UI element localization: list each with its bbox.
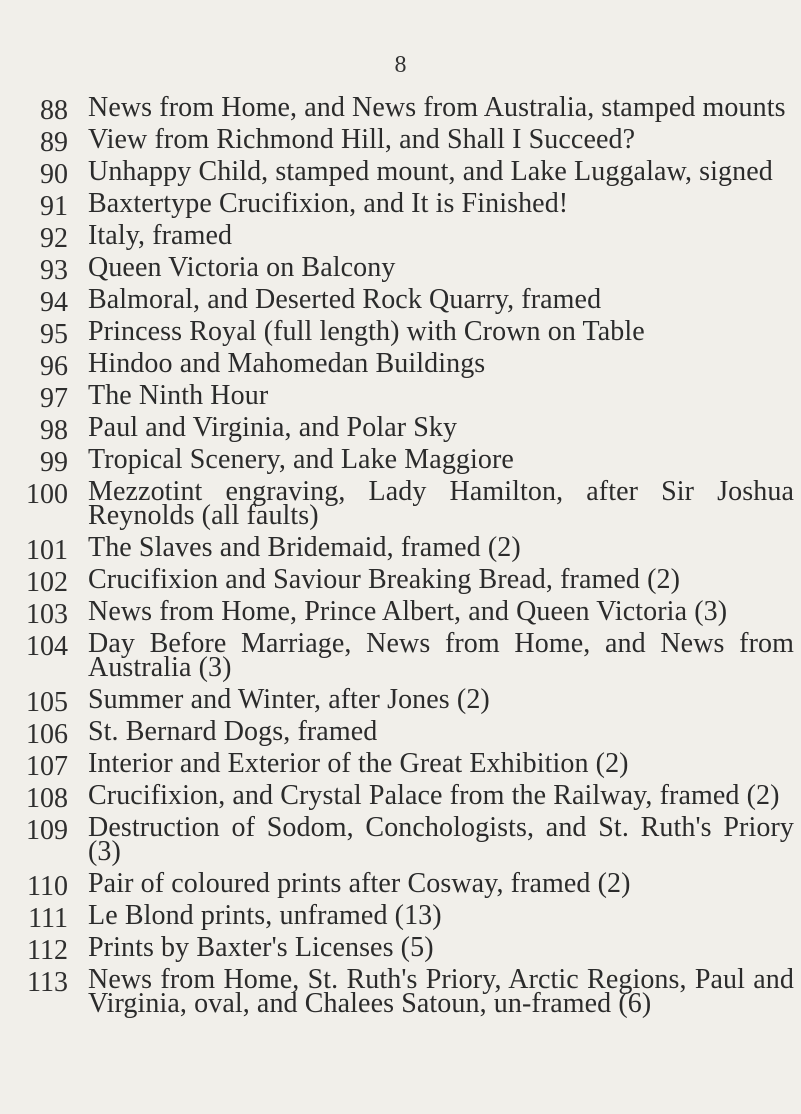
lot-number: 107 — [26, 751, 68, 782]
lot-description: Italy, framed — [88, 220, 233, 251]
page-number: 8 — [394, 52, 407, 78]
lot-number: 95 — [40, 319, 68, 350]
lot-number: 90 — [40, 159, 68, 190]
lot-number: 91 — [40, 191, 68, 222]
lot-number: 103 — [26, 599, 68, 630]
lot-description: Day Before Marriage, News from Home, and News from Australia (3) — [88, 628, 794, 683]
lot-description: Prints by Baxter's Licenses (5) — [88, 932, 434, 963]
lot-number: 98 — [40, 415, 68, 446]
lot-description: The Slaves and Bridemaid, framed (2) — [88, 532, 521, 563]
lot-description: Destruction of Sodom, Conchologists, and St. Ruth's Priory (3) — [88, 812, 794, 867]
lot-description: Paul and Virginia, and Polar Sky — [88, 412, 458, 443]
lot-number: 94 — [40, 287, 68, 318]
lot-description: Crucifixion and Saviour Breaking Bread, framed (2) — [88, 564, 681, 595]
lot-number: 102 — [26, 567, 68, 598]
lot-description: Pair of coloured prints after Cosway, framed (2) — [88, 868, 631, 899]
lot-description: Le Blond prints, unframed (13) — [88, 900, 442, 931]
lot-number: 112 — [27, 935, 68, 966]
lot-number: 113 — [27, 967, 68, 998]
lot-description: The Ninth Hour — [88, 380, 269, 411]
lot-description: Summer and Winter, after Jones (2) — [88, 684, 490, 715]
lot-number: 104 — [26, 631, 68, 662]
lot-description: View from Richmond Hill, and Shall I Succeed? — [88, 124, 636, 155]
lot-number: 106 — [26, 719, 68, 750]
lot-description: News from Home, Prince Albert, and Queen Victoria (3) — [88, 596, 728, 627]
lot-number: 108 — [26, 783, 68, 814]
lot-description: Princess Royal (full length) with Crown on Table — [88, 316, 645, 347]
lot-description: St. Bernard Dogs, framed — [88, 716, 378, 747]
lot-description: Queen Victoria on Balcony — [88, 252, 396, 283]
lot-description: Crucifixion, and Crystal Palace from the Railway, framed (2) — [88, 780, 780, 811]
lot-number: 100 — [26, 479, 68, 510]
lot-description: News from Home, St. Ruth's Priory, Arctic Regions, Paul and Virginia, oval, and Chalees Satoun, un-framed (6) — [88, 964, 794, 1019]
lot-description: Baxtertype Crucifixion, and It is Finished! — [88, 188, 569, 219]
lot-description: Tropical Scenery, and Lake Maggiore — [88, 444, 514, 475]
lot-number: 96 — [40, 351, 68, 382]
lot-number: 101 — [26, 535, 68, 566]
lot-description: Balmoral, and Deserted Rock Quarry, framed — [88, 284, 602, 315]
lot-number: 110 — [27, 871, 68, 902]
lot-number: 89 — [40, 127, 68, 158]
lot-number: 109 — [26, 815, 68, 846]
lot-number: 99 — [40, 447, 68, 478]
lot-description: News from Home, and News from Australia, stamped mounts — [88, 92, 786, 123]
lot-description: Unhappy Child, stamped mount, and Lake Luggalaw, signed — [88, 156, 773, 187]
lot-number: 92 — [40, 223, 68, 254]
lot-number: 93 — [40, 255, 68, 286]
lot-description: Hindoo and Mahomedan Buildings — [88, 348, 486, 379]
lot-description: Mezzotint engraving, Lady Hamilton, after Sir Joshua Reynolds (all faults) — [88, 476, 794, 531]
lot-number: 111 — [28, 903, 68, 934]
lot-description: Interior and Exterior of the Great Exhibition (2) — [88, 748, 629, 779]
lot-number: 88 — [40, 95, 68, 126]
lot-number: 105 — [26, 687, 68, 718]
lot-number: 97 — [40, 383, 68, 414]
